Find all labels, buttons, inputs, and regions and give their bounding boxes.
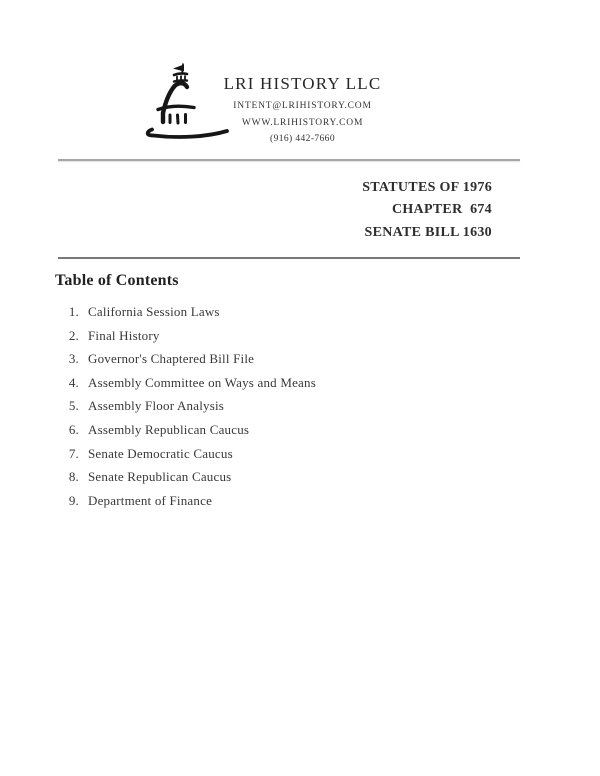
toc-item-number: 8. <box>68 469 79 485</box>
toc-item-number: 4. <box>68 374 79 390</box>
toc-item-label: Assembly Republican Caucus <box>88 421 250 437</box>
toc-item-label: Assembly Floor Analysis <box>88 398 225 414</box>
toc-item-number: 5. <box>68 398 79 414</box>
company-email: INTENT@LRIHISTORY.COM <box>233 101 372 111</box>
case-reference <box>292 177 492 244</box>
toc-list <box>60 304 500 516</box>
senate-bill-line: SENATE BILL 1630 <box>364 224 492 240</box>
toc-item-number: 6. <box>68 421 79 437</box>
toc-item-label: California Session Laws <box>88 304 220 319</box>
toc-item <box>60 422 500 446</box>
toc-item-label: Senate Republican Caucus <box>88 469 232 485</box>
company-phone: (916) 442-7660 <box>270 134 335 144</box>
toc-item <box>60 375 500 399</box>
company-website: WWW.LRIHISTORY.COM <box>241 117 364 128</box>
divider-top <box>58 159 520 161</box>
toc-item <box>60 446 500 470</box>
toc-item-number: 2. <box>68 327 79 343</box>
toc-item <box>60 304 500 328</box>
toc-item-number: 9. <box>68 492 79 508</box>
toc-item-label: Governor's Chaptered Bill File <box>88 351 255 367</box>
toc-item-label: Assembly Committee on Ways and Means <box>88 374 316 390</box>
toc-item-label: Final History <box>88 327 160 343</box>
toc-item-number: 3. <box>68 351 79 367</box>
toc-item <box>60 351 500 375</box>
toc-item <box>60 493 500 517</box>
toc-item-number: 1. <box>68 304 79 319</box>
letterhead <box>200 74 405 151</box>
toc-item-label: Department of Finance <box>88 492 213 508</box>
statutes-line: STATUTES OF 1976 <box>362 180 492 195</box>
toc-title: Table of Contents <box>55 272 179 289</box>
toc-item <box>60 328 500 352</box>
toc-item-number: 7. <box>68 445 79 461</box>
toc-item <box>60 469 500 493</box>
company-name: LRI HISTORY LLC <box>223 74 382 93</box>
divider-bottom <box>58 257 520 259</box>
chapter-line: CHAPTER 674 <box>391 202 492 218</box>
toc-item <box>60 398 500 422</box>
toc-item-label: Senate Democratic Caucus <box>88 445 233 461</box>
